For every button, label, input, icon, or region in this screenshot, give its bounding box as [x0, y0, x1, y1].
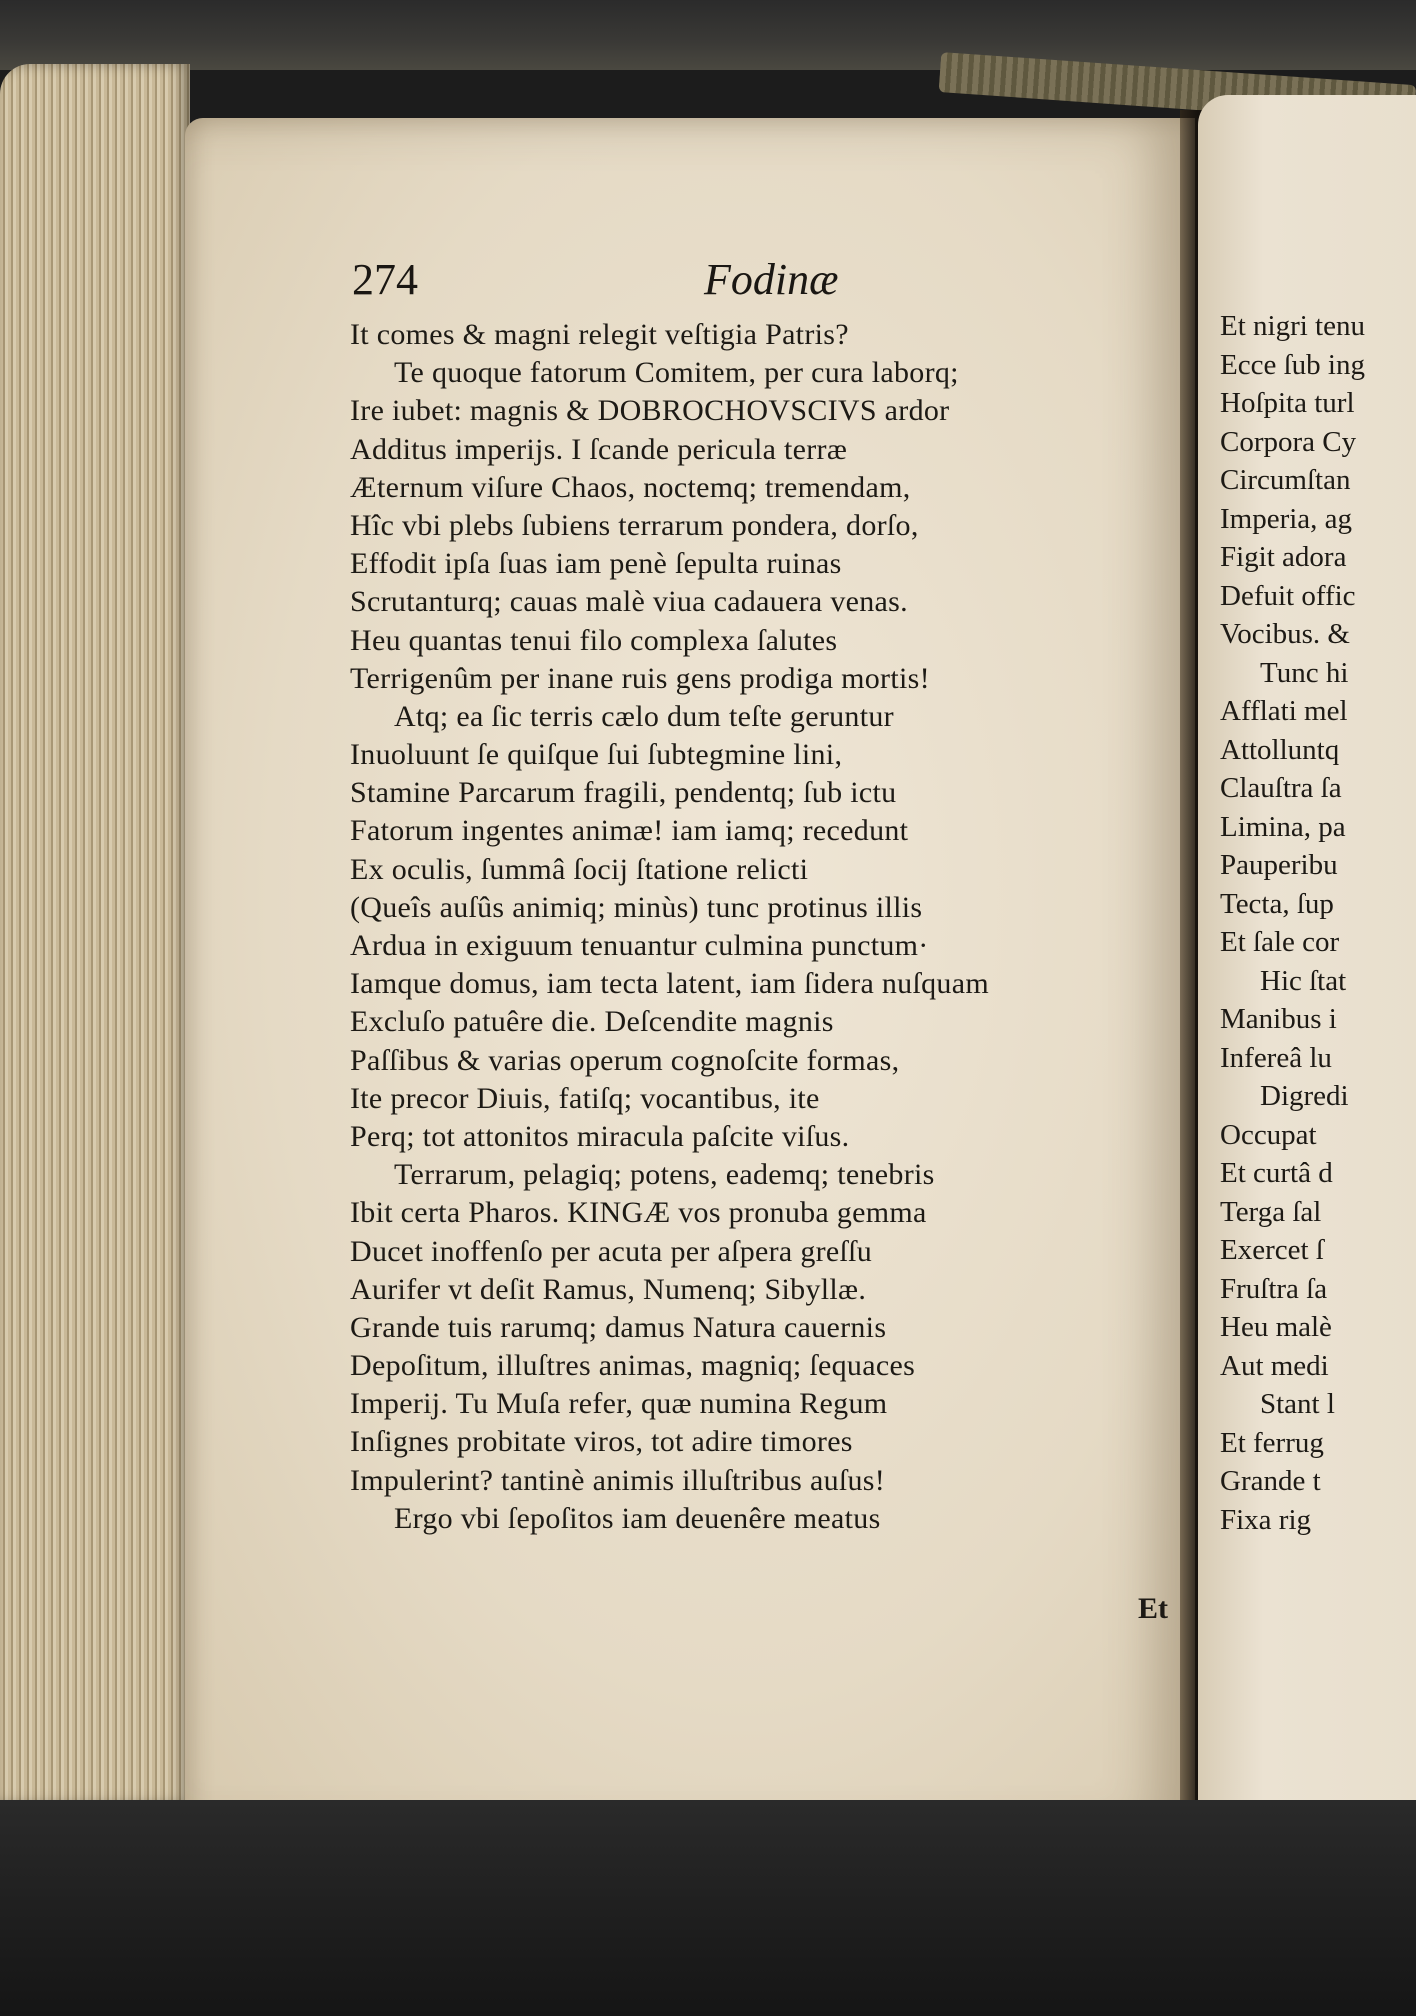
text-line: Corpora Cy — [1220, 425, 1357, 458]
text-line: Circumſtan — [1220, 464, 1351, 496]
text-line: Stamine Parcarum fragili, pendentq; ſub ictu — [350, 776, 897, 810]
text-line: Ite precor Diuis, fatiſq; vocantibus, ite — [350, 1081, 820, 1115]
text-line: Heu malè — [1220, 1311, 1332, 1343]
text-line: Perq; tot attonitos miracula paſcite viſus. — [350, 1119, 850, 1153]
book-cover-top — [0, 0, 1416, 70]
text-line: Vocibus. & — [1220, 618, 1350, 650]
text-line: Excluſo patuêre die. Deſcendite magnis — [350, 1005, 834, 1039]
text-line: Grande t — [1220, 1465, 1321, 1497]
text-line: (Queîs auſûs animiq; minùs) tunc protinus illis — [350, 890, 923, 924]
text-line: It comes & magni relegit veſtigia Patris? — [350, 318, 849, 351]
text-line: Ibit certa Pharos. KINGÆ vos pronuba gemma — [350, 1196, 927, 1230]
running-head: Fodinæ — [704, 255, 839, 304]
text-line: Ecce ſub ing — [1220, 348, 1365, 381]
text-line: Exercet ſ — [1220, 1234, 1324, 1266]
text-line: Inſignes probitate viros, tot adire timores — [350, 1425, 853, 1459]
text-line: Impulerint? tantinè animis illuſtribus auſus! — [350, 1463, 886, 1497]
text-line: Terrigenûm per inane ruis gens prodiga mortis! — [350, 661, 930, 695]
text-line: Et ferrug — [1220, 1426, 1324, 1459]
text-line: Ardua in exiguum tenuantur culmina punctum· — [350, 929, 929, 962]
text-line: Hîc vbi plebs ſubiens terrarum pondera, dorſo, — [350, 508, 919, 542]
text-line: Grande tuis rarumq; damus Natura cauernis — [350, 1310, 887, 1344]
text-line: Tecta, ſup — [1220, 887, 1334, 920]
text-line: Scrutanturq; cauas malè viua cadauera venas. — [350, 585, 908, 619]
text-line: Occupat — [1220, 1118, 1317, 1151]
text-line: Stant l — [1260, 1388, 1335, 1420]
right-page-text — [1220, 307, 1416, 1539]
text-line: Aut medi — [1220, 1349, 1329, 1382]
text-line: Ducet inoffenſo per acuta per aſpera greſſu — [350, 1234, 873, 1268]
text-line: Defuit offic — [1220, 579, 1356, 612]
page-header — [352, 250, 1052, 310]
text-line: Ire iubet: magnis & DOBROCHOVSCIVS ardor — [350, 394, 950, 428]
text-line: Tunc hi — [1260, 656, 1349, 689]
text-line: Et nigri tenu — [1220, 310, 1365, 342]
text-line: Infereâ lu — [1220, 1041, 1332, 1074]
text-line: Fruſtra ſa — [1220, 1272, 1328, 1305]
text-line: Figit adora — [1220, 541, 1347, 573]
text-line: Paſſibus & varias operum cognoſcite formas, — [350, 1043, 900, 1077]
text-line: Effodit ipſa ſuas iam penè ſepulta ruinas — [350, 547, 842, 581]
text-line: Et curtâ d — [1220, 1157, 1333, 1189]
text-line: Terrarum, pelagiq; potens, eademq; tenebris — [394, 1158, 935, 1192]
text-line: Attolluntq — [1220, 733, 1340, 766]
text-line: Additus imperijs. I ſcande pericula terræ — [350, 432, 848, 466]
text-line: Æternum viſure Chaos, noctemq; tremendam, — [350, 470, 911, 504]
text-line: Terga ſal — [1220, 1195, 1322, 1228]
left-page-text — [350, 316, 1190, 1538]
text-line: Fatorum ingentes animæ! iam iamq; recedunt — [350, 814, 909, 848]
text-line: Clauſtra ſa — [1220, 772, 1342, 804]
text-line: Limina, pa — [1220, 810, 1346, 843]
text-line: Afflati mel — [1220, 695, 1348, 727]
text-line: Atq; ea ſic terris cælo dum teſte geruntur — [394, 699, 894, 733]
text-line: Pauperibu — [1220, 849, 1338, 881]
text-line: Ex oculis, ſummâ ſocij ſtatione relicti — [350, 852, 809, 886]
right-page — [1198, 95, 1416, 1865]
page-number: 274 — [352, 255, 418, 304]
text-line: Hic ſtat — [1260, 964, 1347, 997]
text-line: Aurifer vt deſit Ramus, Numenq; Sibyllæ. — [350, 1272, 867, 1306]
page-edges — [0, 64, 190, 1804]
text-line: Imperij. Tu Muſa refer, quæ numina Regum — [350, 1387, 888, 1421]
text-line: Imperia, ag — [1220, 502, 1353, 535]
text-line: Digredi — [1260, 1080, 1349, 1112]
text-line: Hoſpita turl — [1220, 387, 1355, 419]
text-line: Ergo vbi ſepoſitos iam deuenêre meatus — [394, 1501, 881, 1535]
text-line: Fixa rig — [1220, 1503, 1312, 1536]
text-line: Heu quantas tenui filo complexa ſalutes — [350, 623, 838, 657]
text-line: Iamque domus, iam tecta latent, iam ſidera nuſquam — [350, 967, 989, 1001]
background-bottom — [0, 1800, 1416, 2016]
text-line: Depoſitum, illuſtres animas, magniq; ſequaces — [350, 1349, 916, 1383]
text-line: Inuoluunt ſe quiſque ſui ſubtegmine lini, — [350, 738, 843, 772]
text-line: Te quoque fatorum Comitem, per cura laborq; — [394, 356, 959, 390]
text-line: Et ſale cor — [1220, 926, 1340, 958]
text-line: Manibus i — [1220, 1003, 1337, 1035]
catchword: Et — [1138, 1592, 1168, 1625]
